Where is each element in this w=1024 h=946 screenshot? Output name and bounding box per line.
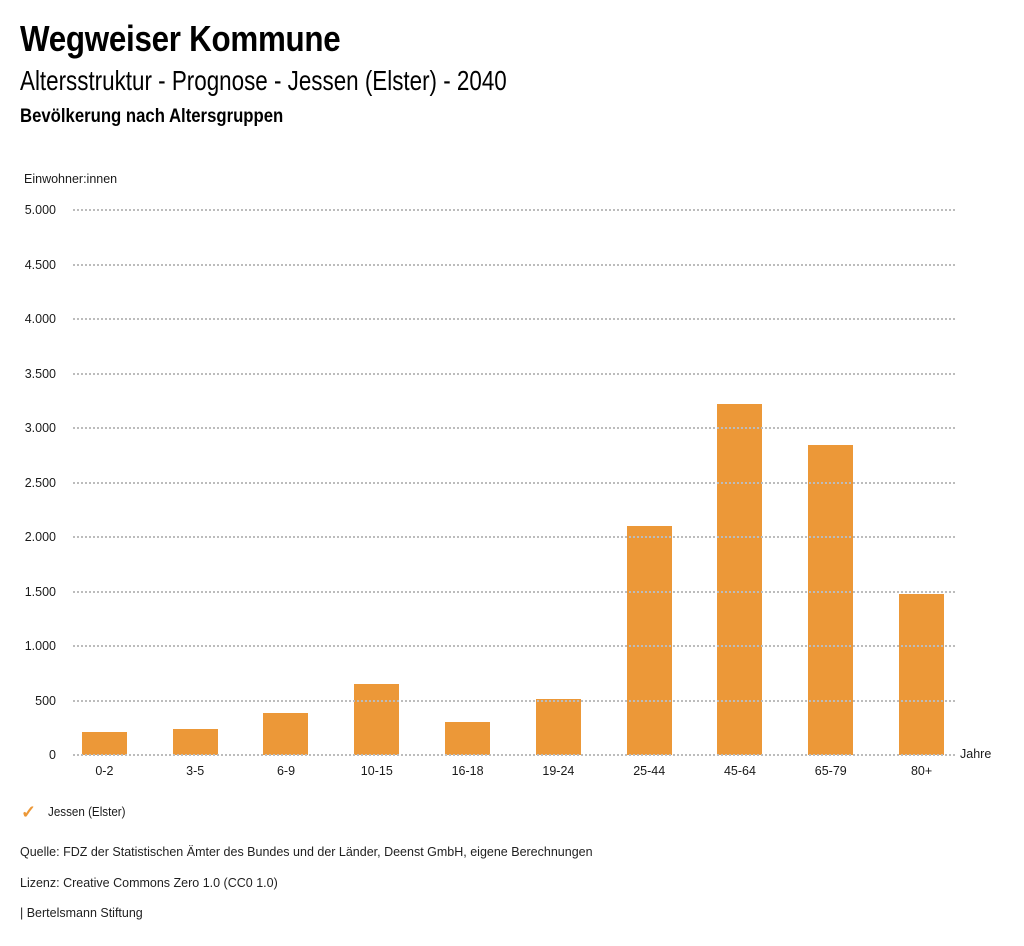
y-axis-tick-label: 2.500 — [24, 475, 56, 490]
bar-6-9[interactable] — [263, 713, 308, 755]
y-axis-tick-label: 0 — [49, 748, 56, 762]
check-icon: ✓ — [21, 802, 37, 822]
y-axis-tick-labels — [0, 203, 56, 762]
gridline — [73, 373, 955, 375]
y-axis-tick-label: 3.000 — [24, 421, 56, 435]
y-axis-tick-label: 500 — [35, 693, 56, 708]
y-axis-tick-label: 2.000 — [24, 530, 56, 544]
gridline — [73, 645, 955, 647]
bar-0-2[interactable] — [82, 732, 127, 755]
x-axis-title: Jahre — [960, 747, 992, 761]
x-axis-tick-label: 80+ — [910, 764, 933, 778]
x-axis-tick-label: 10-15 — [360, 764, 393, 778]
gridline — [73, 482, 955, 484]
y-axis-tick-label: 1.500 — [24, 584, 56, 599]
bar-16-18[interactable] — [445, 722, 490, 755]
gridline — [73, 264, 955, 266]
bar-19-24[interactable] — [536, 699, 581, 755]
bar-3-5[interactable] — [173, 729, 218, 755]
gridline — [73, 591, 955, 593]
bar-25-44[interactable] — [627, 526, 672, 755]
x-axis-tick-labels — [59, 765, 967, 778]
gridline — [73, 427, 955, 429]
chart-subtitle: Altersstruktur - Prognose - Jessen (Elster) - 2040 — [20, 65, 507, 96]
x-axis-tick-label: 65-79 — [814, 764, 847, 778]
bar-80+[interactable] — [899, 594, 944, 755]
legend-label: Jessen (Elster) — [48, 804, 126, 819]
x-axis-tick-label: 16-18 — [451, 764, 484, 778]
page-title: Wegweiser Kommune — [20, 18, 341, 59]
gridline — [73, 754, 955, 756]
x-axis-tick-label: 6-9 — [276, 764, 296, 778]
x-axis-tick-label: 45-64 — [723, 764, 756, 778]
bar-10-15[interactable] — [354, 684, 399, 755]
gridline — [73, 209, 955, 211]
y-axis-tick-label: 4.500 — [24, 257, 56, 272]
gridline — [73, 700, 955, 702]
bar-45-64[interactable] — [717, 404, 762, 755]
y-axis-tick-label: 4.000 — [24, 312, 56, 326]
plot-area — [73, 210, 955, 755]
x-axis-tick-label: 25-44 — [633, 764, 666, 778]
y-axis-tick-label: 3.500 — [24, 366, 56, 381]
x-axis-tick-label: 3-5 — [186, 764, 205, 778]
source-note: Quelle: FDZ der Statistischen Ämter des Bundes und der Länder, Deenst GmbH, eigene Berechnungen — [20, 845, 593, 859]
x-axis-tick-label: 19-24 — [542, 764, 575, 778]
license-note: Lizenz: Creative Commons Zero 1.0 (CC0 1.0) — [20, 876, 278, 890]
y-axis-tick-label: 1.000 — [24, 639, 56, 653]
y-axis-title: Einwohner:innen — [24, 172, 118, 186]
gridline — [73, 536, 955, 538]
legend-item-jessen[interactable] — [21, 803, 131, 821]
x-axis-tick-label: 0-2 — [95, 764, 114, 778]
attribution-note: | Bertelsmann Stiftung — [20, 906, 143, 920]
bar-65-79[interactable] — [808, 445, 853, 755]
chart-heading: Bevölkerung nach Altersgruppen — [20, 106, 284, 127]
gridline — [73, 318, 955, 320]
y-axis-tick-label: 5.000 — [24, 203, 56, 217]
